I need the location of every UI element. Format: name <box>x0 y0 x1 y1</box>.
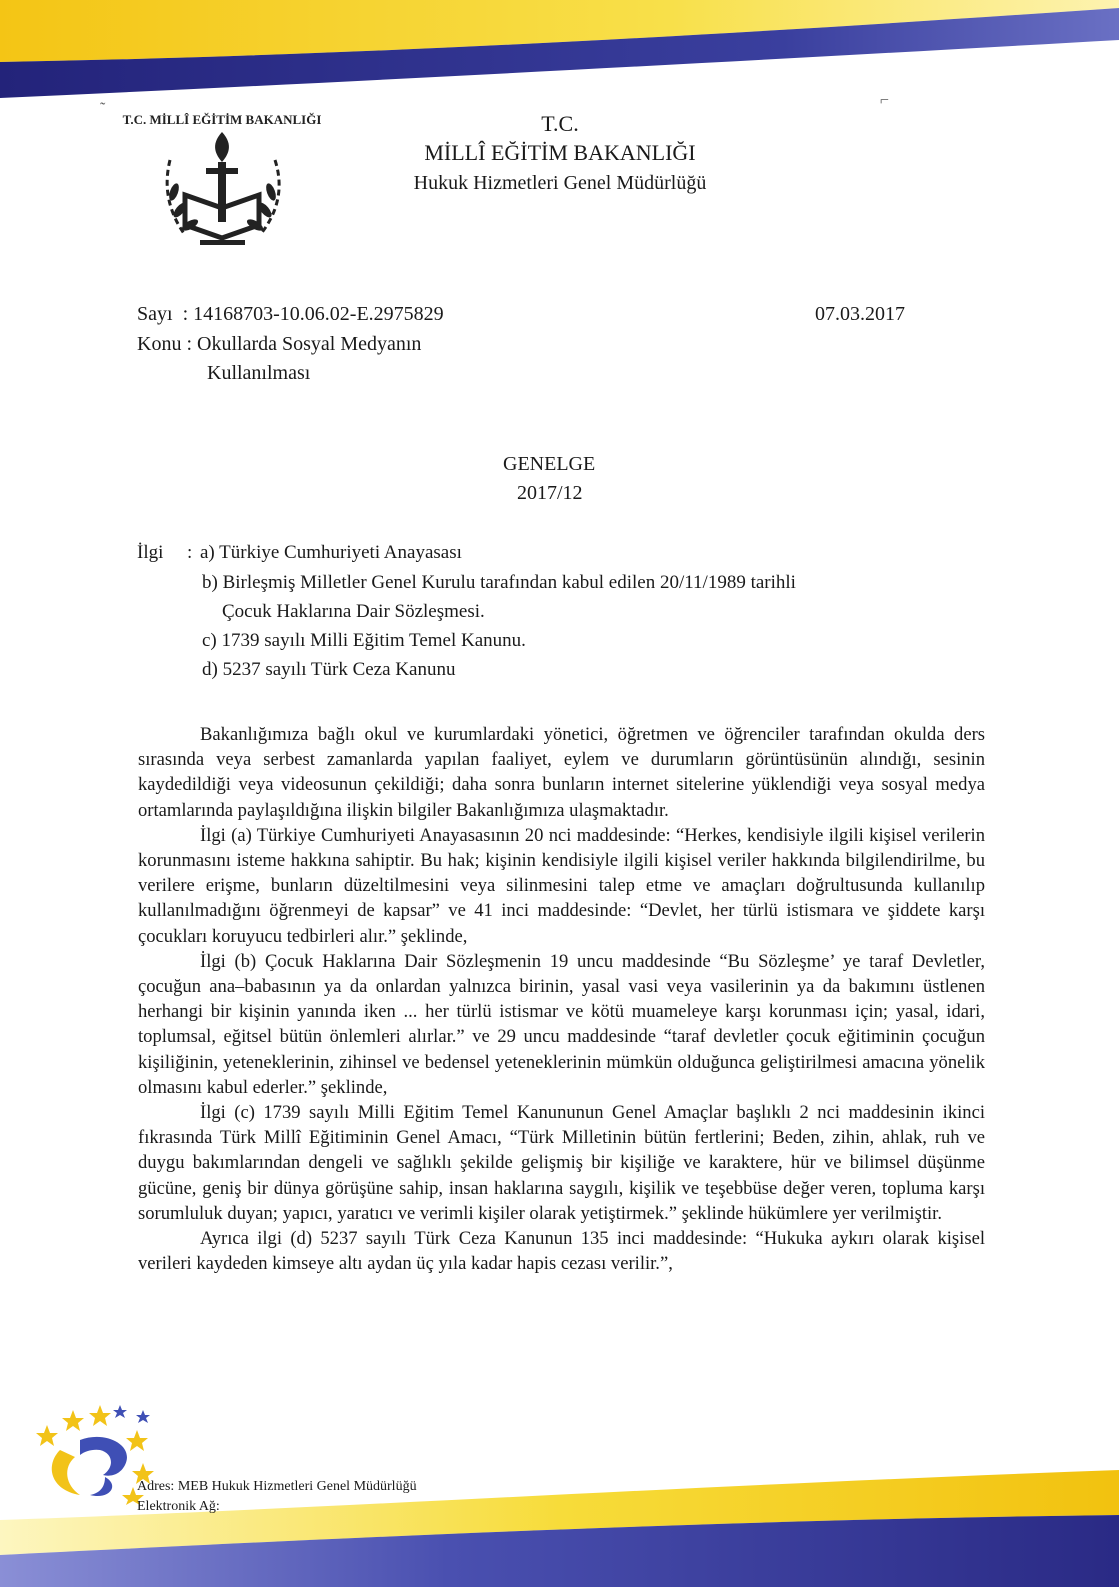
document-title: GENELGE <box>503 453 596 475</box>
scan-mark: ⌐ <box>880 92 890 109</box>
header-directorate: Hukuk Hizmetleri Genel Müdürlüğü <box>413 172 707 194</box>
konu-value: Okullarda Sosyal Medyanın <box>197 333 422 355</box>
ilgi-item: c) 1739 sayılı Milli Eğitim Temel Kanunu. <box>202 630 526 651</box>
top-decorative-band <box>0 0 1119 100</box>
sayi-line: Sayı : 14168703-10.06.02-E.2975829 <box>137 303 444 325</box>
sayi-value: 14168703-10.06.02-E.2975829 <box>193 303 444 325</box>
ilgi-colon: : <box>187 542 193 563</box>
body-paragraph: İlgi (c) 1739 sayılı Milli Eğitim Temel Kanununun Genel Amaçlar başlıklı 2 nci maddesinin ikinci fıkrasında Türk Millî Eğitiminin Genel Amacı, “Türk Milletinin bütün fertlerini; Beden, zihin, ahlak, ruh ve duygu bakımlarından dengeli ve sağlıklı şekilde gelişmiş bir kişiliğe ve karaktere, hür ve bilimsel düşünme gücüne, geniş bir dünya görüşüne sahip, insan haklarına saygılı, kişilik ve teşebbüse değer veren, topluma karşı sorumluluk duyan; yapıcı, yaratıcı ve verimli kişiler olarak yetiştirmek.” şeklinde hükümlere yer verilmiştir. <box>138 1102 985 1224</box>
ilgi-label: İlgi <box>137 542 164 563</box>
seal-text: T.C. MİLLÎ EĞİTİM BAKANLIĞI <box>122 112 322 127</box>
konu-label: Konu <box>137 333 182 355</box>
document-body <box>138 722 985 1276</box>
ilgi-item: Çocuk Haklarına Dair Sözleşmesi. <box>222 601 485 622</box>
meb-logo-icon <box>25 1395 155 1505</box>
header-state: T.C. <box>541 111 579 136</box>
ilgi-item: a) Türkiye Cumhuriyeti Anayasası <box>200 542 462 563</box>
konu-value-cont: Kullanılması <box>207 362 311 384</box>
body-paragraph: İlgi (a) Türkiye Cumhuriyeti Anayasasının 20 nci maddesinde: “Herkes, kendisiyle ilgili kişisel verilerin korunmasını isteme hakkına sahiptir. Bu hak; kişinin kendisiyle ilgili kişisel veriler hakkında bilgilendirilme, bu verilere erişme, bunların düzeltilmesini veya silinmesini talep etme ve amaçları doğrultusunda kullanılıp kullanılmadığını öğrenmeyi de kapsar” ve 41 inci maddesinde: “Devlet, her türlü istismara ve şiddete karşı çocukları koruyucu tedbirleri alır.” şeklinde, <box>138 824 985 947</box>
konu-line: Konu : Okullarda Sosyal Medyanın <box>137 333 422 355</box>
header-ministry: MİLLÎ EĞİTİM BAKANLIĞI <box>424 140 696 165</box>
sayi-label: Sayı <box>137 303 173 325</box>
body-paragraph: Ayrıca ilgi (d) 5237 sayılı Türk Ceza Kanunun 135 inci maddesinde: “Hukuka aykırı olarak kişisel verileri kaydeden kimseye altı aydan üç yıla kadar hapis cezası verilir.”, <box>138 1228 985 1275</box>
scan-mark: ˜ <box>100 100 106 117</box>
body-paragraph: Bakanlığımıza bağlı okul ve kurumlardaki yönetici, öğretmen ve öğrenciler tarafından okulda ders sırasında veya serbest zamanlarda yapılan faaliyet, eylem ve durumların görüntüsünün alındığı, sesinin kaydedildiği veya videosunun çekildiği; daha sonra bunların internet sitelerine yüklendiği veya sosyal medya ortamlarında paylaşıldığına ilişkin bilgiler Bakanlığımıza ulaşmaktadır. <box>138 724 985 821</box>
document-date: 07.03.2017 <box>815 303 905 325</box>
ministry-seal-logo <box>122 100 322 260</box>
ilgi-item: d) 5237 sayılı Türk Ceza Kanunu <box>202 659 456 680</box>
document-number: 2017/12 <box>517 482 583 504</box>
ilgi-item: b) Birleşmiş Milletler Genel Kurulu tarafından kabul edilen 20/11/1989 tarihli <box>202 572 796 593</box>
footer-address: Adres: MEB Hukuk Hizmetleri Genel Müdürlüğü <box>137 1479 417 1494</box>
body-paragraph: İlgi (b) Çocuk Haklarına Dair Sözleşmenin 19 uncu maddesinde “Bu Sözleşme’ ye taraf Devletler, çocuğun ana–babasının ya da onlardan yalnızca birinin, yasal vasi veya vasilerinin ya da bakımını üstlenen herhangi bir kişinin yanında iken ... her türlü istismar ve kötü muameleye karşı korunması için; yasal, idari, toplumsal, eğitsel bütün önlemleri alırlar.” ve 29 uncu maddesinde “taraf devletler çocuk eğitiminin çocuğun kişiliğinin, yeteneklerinin, zihinsel ve bedensel yeteneklerinin mümkün olduğunca geliştirilmesi amacına yönelik olmasını kabul ederler.” şeklinde, <box>138 950 985 1098</box>
footer-network: Elektronik Ağ: <box>137 1499 220 1514</box>
